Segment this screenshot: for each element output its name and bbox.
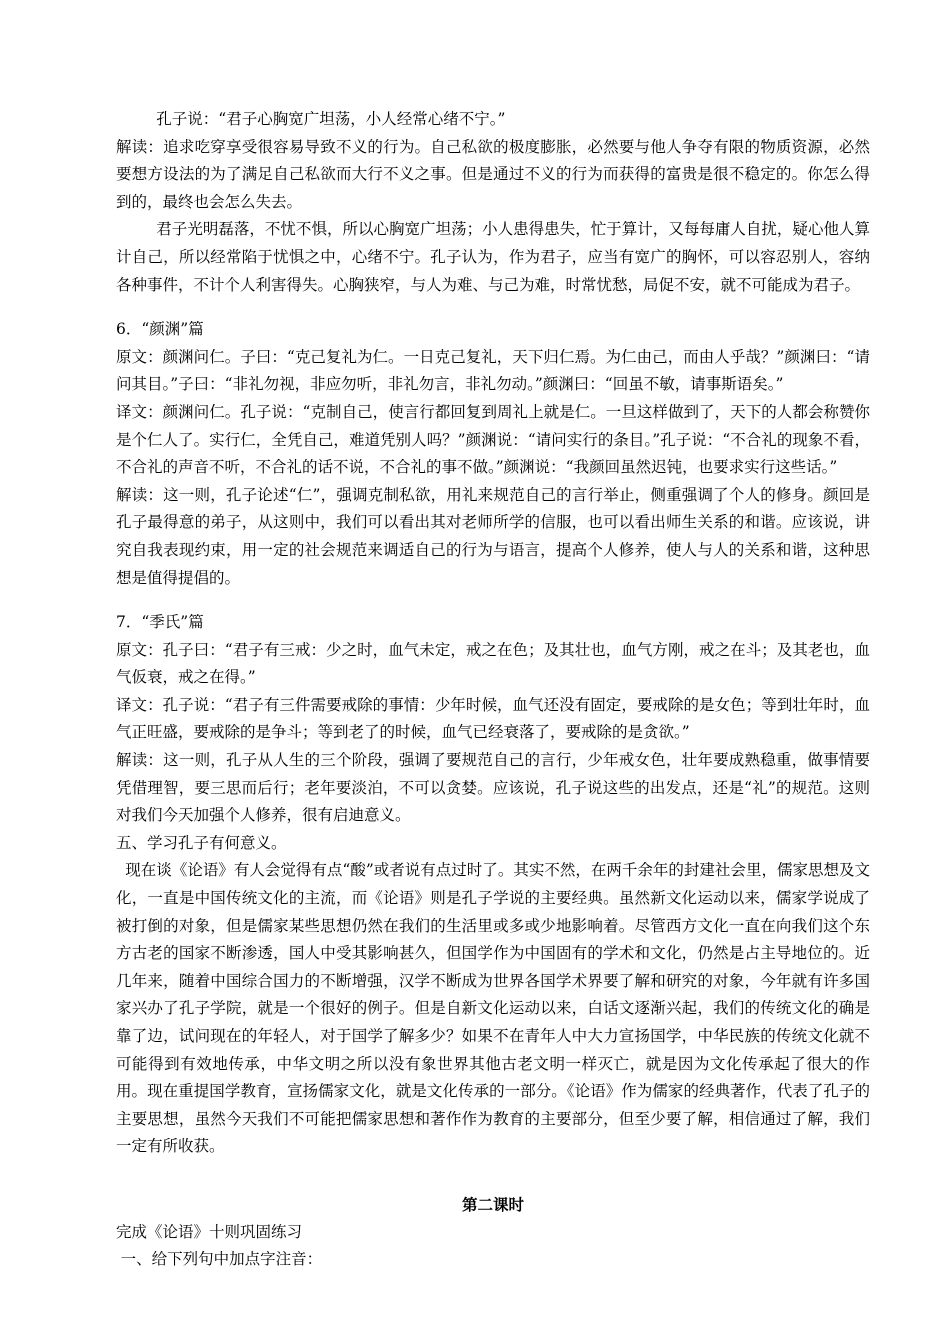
interpretation-paragraph: 解读：追求吃穿享受很容易导致不义的行为。自己私欲的极度膨胀，必然要与他人争夺有限的物质资源，必然要想方设法的为了满足自己私欲而大行不义之事。但是通过不义的行为而获得的富贵是很不稳定的。你怎么得到的，最终也会怎么失去。 — [116, 137, 870, 211]
interpretation-continued-paragraph: 君子光明磊落，不忧不惧，所以心胸宽广坦荡；小人患得患失，忙于算计，又每每庸人自扰，疑心他人算计自己，所以经常陷于忧惧之中，心绪不宁。孔子认为，作为君子，应当有宽广的胸怀，可以容忍别人，容纳各种事件，不计个人利害得失。心胸狭窄，与人为难、与己为难，时常忧愁，局促不安，就不可能成为君子。 — [116, 220, 870, 294]
section-6-interpretation: 解读：这一则，孔子论述“仁”，强调克制私欲，用礼来规范自己的言行举止，侧重强调了个人的修身。颜回是孔子最得意的弟子，从这则中，我们可以看出其对老师所学的信服，也可以看出师生关系的和谐。应该说，讲究自我表现约束，用一定的社会规范来调适自己的行为与语言，提高个人修养，使人与人的关系和谐，这种思想是值得提倡的。 — [116, 485, 870, 587]
section-7-original-text: 原文：孔子曰：“君子有三戒：少之时，血气未定，戒之在色；及其壮也，血气方刚，戒之在斗；及其老也，血气仮衰，戒之在得。” — [116, 640, 870, 687]
exercise-1-heading: 一、给下列句中加点字注音： — [120, 1250, 323, 1269]
document-page — [116, 106, 870, 1274]
quote-paragraph: 孔子说：“君子心胸宽广坦荡，小人经常心绪不宁。” — [156, 110, 506, 128]
lesson-2-task: 完成《论语》十则巩固练习 — [116, 1222, 303, 1241]
spacer — [116, 1161, 870, 1191]
section-7-heading: 7．“季氏”篇 — [116, 613, 204, 632]
section-5-heading: 五、学习孔子有何意义。 — [116, 833, 287, 852]
section-7-interpretation: 解读：这一则，孔子从人生的三个阶段，强调了要规范自己的言行，少年戒女色，壮年要成熟稳重，做事情要凭借理智，要三思而后行；老年要淡泊，不可以贪婪。应该说，孔子说这些的出发点，还是“礼”的规范。这则对我们今天加强个人修养，很有启迪意义。 — [116, 751, 870, 825]
section-6-heading: 6．“颜渊”篇 — [116, 320, 204, 339]
lesson-2-heading: 第二课时 — [461, 1194, 524, 1214]
section-6-translation: 译文：颜渊问仁。孔子说：“克制自己，使言行都回复到周礼上就是仁。一旦这样做到了，天下的人都会称赞你是个仁人了。实行仁，全凭自己，难道凭别人吗？”颜渊说：“请问实行的条目。”孔子说：“不合礼的现象不看，不合礼的声音不听，不合礼的话不说，不合礼的事不做。”颜渊说：“我颜回虽然迟钝，也要求实行这些话。” — [116, 402, 870, 477]
spacer — [116, 299, 870, 316]
section-6-original-text: 原文：颜渊问仁。子曰：“克己复礼为仁。一日克己复礼，天下归仁焉。为仁由己，而由人乎哉？”颜渊曰：“请问其目。”子曰：“非礼勿视，非应勿听，非礼勿言，非礼勿动。”颜渊曰：“回虽不敏，请事斯语矣。” — [116, 347, 870, 394]
section-5-body: 现在谈《论语》有人会觉得有点“酸”或者说有点过时了。其实不然，在两千余年的封建社会里，儒家思想及文化，一直是中国传统文化的主流，而《论语》则是孔子学说的主要经典。虽然新文化运动以来，儒家学说成了被打倒的对象，但是儒家某些思想仍然在我们的生活里或多或少地影响着。尽管西方文化一直在向我们这个东方古老的国家不断渗透，国人中受其影响甚久，但国学作为中国固有的学术和文化，仍然是占主导地位的。近几年来，随着中国综合国力的不断增强，汉学不断成为世界各国学术界要了解和研究的对象，今年就有许多国家兴办了孔子学院，就是一个很好的例子。但是自新文化运动以来，白话文逐渐兴起，我们的传统文化的确是靠了边，试问现在的年轻人，对于国学了解多少？如果不在青年人中大力宣扬国学，中华民族的传统文化就不可能得到有效地传承，中华文明之所以没有象世界其他古老文明一样灭亡，就是因为文化传承起了很大的作用。现在重提国学教育，宣扬儒家文化，就是文化传承的一部分。《论语》作为儒家的经典著作，代表了孔子的主要思想，虽然今天我们不可能把儒家思想和著作作为教育的主要部分，但至少要了解，相信通过了解，我们一定有所收获。 — [116, 861, 870, 1156]
section-7-translation: 译文：孔子说：“君子有三件需要戒除的事情：少年时候，血气还没有固定，要戒除的是女色；等到壮年时，血气正旺盛，要戒除的是争斗；等到老了的时候，血气已经衰落了，要戒除的是贪欲。” — [116, 695, 870, 742]
spacer — [116, 592, 870, 609]
